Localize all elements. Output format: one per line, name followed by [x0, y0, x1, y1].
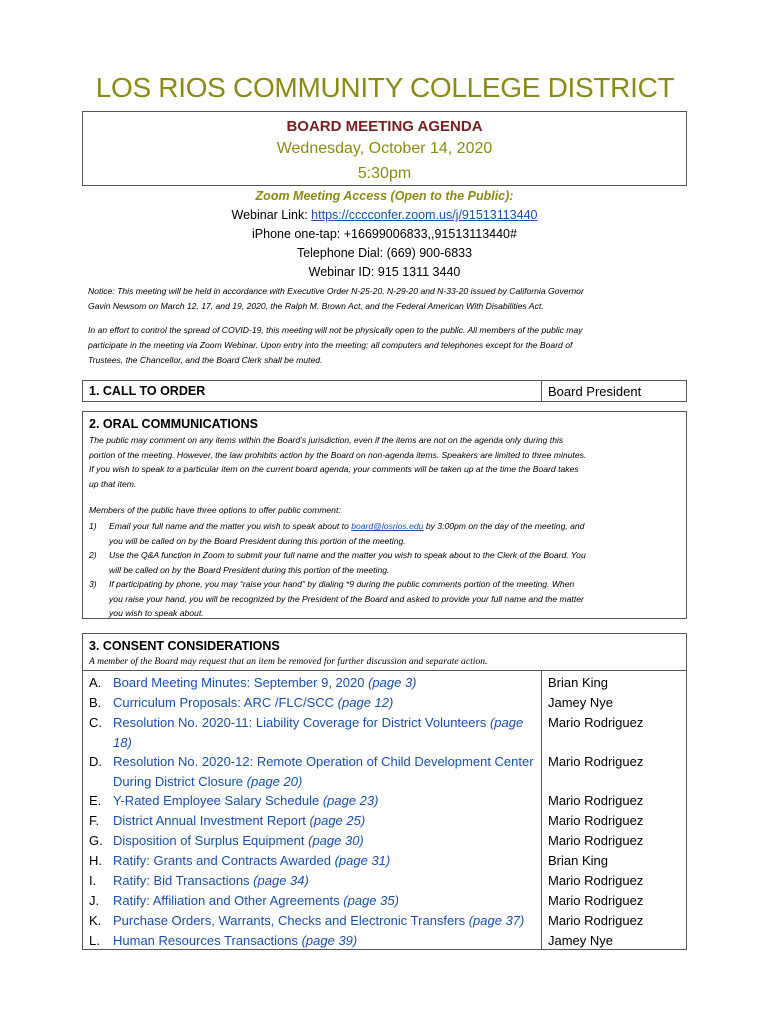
item-link[interactable]	[89, 931, 539, 951]
item-presenter: Brian King	[548, 853, 608, 868]
option-item	[89, 577, 679, 621]
item-letter: K.	[89, 913, 102, 928]
item-presenter: Mario Rodriguez	[548, 813, 644, 828]
item-presenter: Mario Rodriguez	[548, 893, 644, 908]
item-presenter: Brian King	[548, 675, 608, 690]
item-letter: J.	[89, 893, 100, 908]
notice-paragraph	[88, 284, 684, 314]
notice-line: participate in the meeting via Zoom Webinar. Upon entry into the meeting; all computers and telephones except for the Board of	[88, 340, 573, 350]
option-text: by 3:00pm on the day of the meeting, and	[423, 521, 585, 531]
notice-line: Gavin Newsom on March 12, 17, and 19, 2020, the Ralph M. Brown Act, and the Federal American With Disabilities Act.	[88, 301, 544, 311]
oral-line: The public may comment on any items within the Board’s jurisdiction, even if the items are not on the agenda only during this	[89, 435, 564, 445]
notice-line: Trustees, the Chancellor, and the Board Clerk shall be muted.	[88, 355, 323, 365]
comment-options	[89, 519, 679, 621]
item-title: Ratify: Grants and Contracts Awarded	[113, 853, 335, 868]
option-text: If participating by phone, you may “raise your hand” by dialing *9 during the public comments portion of the meeting. When	[109, 579, 575, 589]
item-link[interactable]	[89, 851, 539, 871]
consent-item[interactable]	[89, 693, 539, 713]
item-presenter: Mario Rodriguez	[548, 873, 644, 888]
item-presenter: Mario Rodriguez	[548, 913, 644, 928]
oral-communications	[82, 411, 687, 619]
item-letter: B.	[89, 695, 102, 710]
meeting-date: Wednesday, October 14, 2020	[276, 140, 493, 157]
option-number: 3)	[89, 579, 97, 589]
zoom-access	[82, 187, 687, 282]
webinar-link-line	[82, 206, 687, 225]
consent-items	[82, 671, 687, 950]
call-to-order-presenter: Board President	[541, 381, 641, 401]
item-link[interactable]	[89, 673, 539, 693]
item-page-ref: (page 39)	[301, 933, 358, 948]
item-letter: D.	[89, 754, 102, 769]
item-letter: E.	[89, 793, 102, 808]
item-link[interactable]	[89, 831, 539, 851]
consent-title: 3. CONSENT CONSIDERATIONS	[89, 639, 280, 653]
item-presenter: Jamey Nye	[548, 933, 614, 948]
item-title: Purchase Orders, Warrants, Checks and Electronic Transfers	[113, 913, 469, 928]
meeting-time: 5:30pm	[357, 165, 412, 182]
item-title: Resolution No. 2020-12: Remote Operation of Child Development Center During District Closure	[113, 754, 534, 789]
oral-paragraph	[89, 433, 679, 491]
option-item	[89, 519, 679, 548]
consent-item[interactable]	[89, 911, 539, 931]
item-link[interactable]	[89, 891, 539, 911]
item-title: Ratify: Bid Transactions	[113, 873, 254, 888]
option-text: will be called on by the Board President during this portion of the meeting.	[109, 564, 390, 575]
item-page-ref: (page 37)	[468, 913, 525, 928]
oral-line: up that item.	[89, 478, 137, 489]
item-page-ref: (page 25)	[309, 813, 366, 828]
oral-title: 2. ORAL COMMUNICATIONS	[89, 417, 258, 431]
item-page-ref: (page 30)	[308, 833, 364, 848]
column-divider	[541, 671, 542, 949]
item-title: Resolution No. 2020-11: Liability Coverage for District Volunteers	[113, 715, 490, 730]
item-title: Ratify: Affiliation and Other Agreements	[113, 893, 344, 908]
item-page-ref: (page 35)	[343, 893, 399, 908]
item-page-ref: (page 18)	[113, 715, 524, 750]
option-text: you will be called on by the Board President during this portion of the meeting.	[109, 535, 406, 546]
agenda-title: BOARD MEETING AGENDA	[286, 118, 483, 135]
item-page-ref: (page 3)	[368, 675, 417, 690]
consent-item[interactable]	[89, 811, 539, 831]
item-title: Disposition of Surplus Equipment	[113, 833, 309, 848]
covid-paragraph	[88, 323, 684, 368]
item-letter: L.	[89, 933, 100, 948]
item-link[interactable]	[89, 752, 539, 791]
consent-item[interactable]	[89, 752, 539, 791]
item-title: District Annual Investment Report	[113, 813, 310, 828]
item-page-ref: (page 23)	[322, 793, 379, 808]
item-page-ref: (page 34)	[253, 873, 309, 888]
item-title: Curriculum Proposals: ARC /FLC/SCC	[113, 695, 338, 710]
option-text: Use the Q&A function in Zoom to submit your full name and the matter you wish to speak about to the Clerk of the Board. You	[109, 550, 586, 560]
option-number: 1)	[89, 521, 97, 531]
item-letter: G.	[89, 833, 103, 848]
oral-line: portion of the meeting. However, the law prohibits action by the Board on non-agenda items. Speakers are limited to three minutes.	[89, 449, 587, 460]
iphone-one-tap: iPhone one-tap: +16699006833,,91513113440#	[252, 227, 517, 241]
consent-item[interactable]	[89, 871, 539, 891]
item-link[interactable]	[89, 791, 539, 811]
consent-item[interactable]	[89, 713, 539, 752]
item-letter: F.	[89, 813, 100, 828]
item-title: Human Resources Transactions	[113, 933, 302, 948]
item-letter: A.	[89, 675, 102, 690]
item-presenter: Mario Rodriguez	[548, 715, 644, 730]
item-page-ref: (page 31)	[334, 853, 391, 868]
item-presenter: Mario Rodriguez	[548, 754, 644, 769]
option-item	[89, 548, 679, 577]
item-title: Board Meeting Minutes: September 9, 2020	[113, 675, 369, 690]
consent-item[interactable]	[89, 931, 539, 951]
option-text: you wish to speak about.	[109, 608, 204, 618]
webinar-id: Webinar ID: 915 1311 3440	[308, 265, 461, 279]
item-presenter: Mario Rodriguez	[548, 833, 644, 848]
consent-item[interactable]	[89, 891, 539, 911]
zoom-heading: Zoom Meeting Access (Open to the Public):	[255, 189, 514, 203]
item-page-ref: (page 12)	[337, 695, 394, 710]
call-to-order-label: 1. CALL TO ORDER	[89, 384, 206, 398]
webinar-link[interactable]: https://cccconfer.zoom.us/j/91513113440	[311, 208, 538, 222]
agenda-header	[82, 111, 687, 186]
item-link[interactable]	[89, 811, 539, 831]
oral-line: If you wish to speak to a particular item on the current board agenda, your comments will be taken up at the time the Board takes	[89, 464, 579, 474]
option-text: you raise your hand, you will be recognized by the President of the Board and asked to provide your full name and the matter	[109, 593, 584, 604]
option-number: 2)	[89, 550, 97, 560]
item-letter: C.	[89, 715, 102, 730]
item-link[interactable]	[89, 713, 539, 752]
item-page-ref: (page 20)	[246, 773, 303, 789]
option-text: Email your full name and the matter you wish to speak about to	[109, 521, 352, 531]
consent-item[interactable]	[89, 851, 539, 871]
webinar-label: Webinar Link:	[231, 208, 312, 222]
item-presenter: Jamey Nye	[548, 695, 614, 710]
consent-header	[82, 633, 687, 671]
item-title: Y-Rated Employee Salary Schedule	[113, 793, 323, 808]
notice-line: In an effort to control the spread of COVID-19, this meeting will not be physically open to the public. All members of the public may	[88, 325, 583, 335]
consent-item[interactable]	[89, 831, 539, 851]
board-email-link[interactable]: board@losrios.edu	[351, 521, 424, 531]
item-letter: I.	[89, 873, 97, 888]
call-to-order-row	[82, 380, 687, 402]
item-presenter: Mario Rodriguez	[548, 793, 644, 808]
telephone-dial: Telephone Dial: (669) 900-6833	[296, 246, 473, 260]
item-link[interactable]	[89, 693, 539, 713]
consent-item[interactable]	[89, 791, 539, 811]
consent-note: A member of the Board may request that an item be removed for further discussion and separate action.	[89, 656, 488, 667]
district-title: LOS RIOS COMMUNITY COLLEGE DISTRICT	[95, 72, 675, 103]
item-link[interactable]	[89, 911, 539, 931]
item-letter: H.	[89, 853, 102, 868]
options-intro: Members of the public have three options to offer public comment:	[89, 505, 341, 515]
item-link[interactable]	[89, 871, 539, 891]
notice-line: Notice: This meeting will be held in accordance with Executive Order N-25-20, N-29-20 and N-33-20 issued by California Governor	[88, 286, 584, 296]
consent-item[interactable]	[89, 673, 539, 693]
